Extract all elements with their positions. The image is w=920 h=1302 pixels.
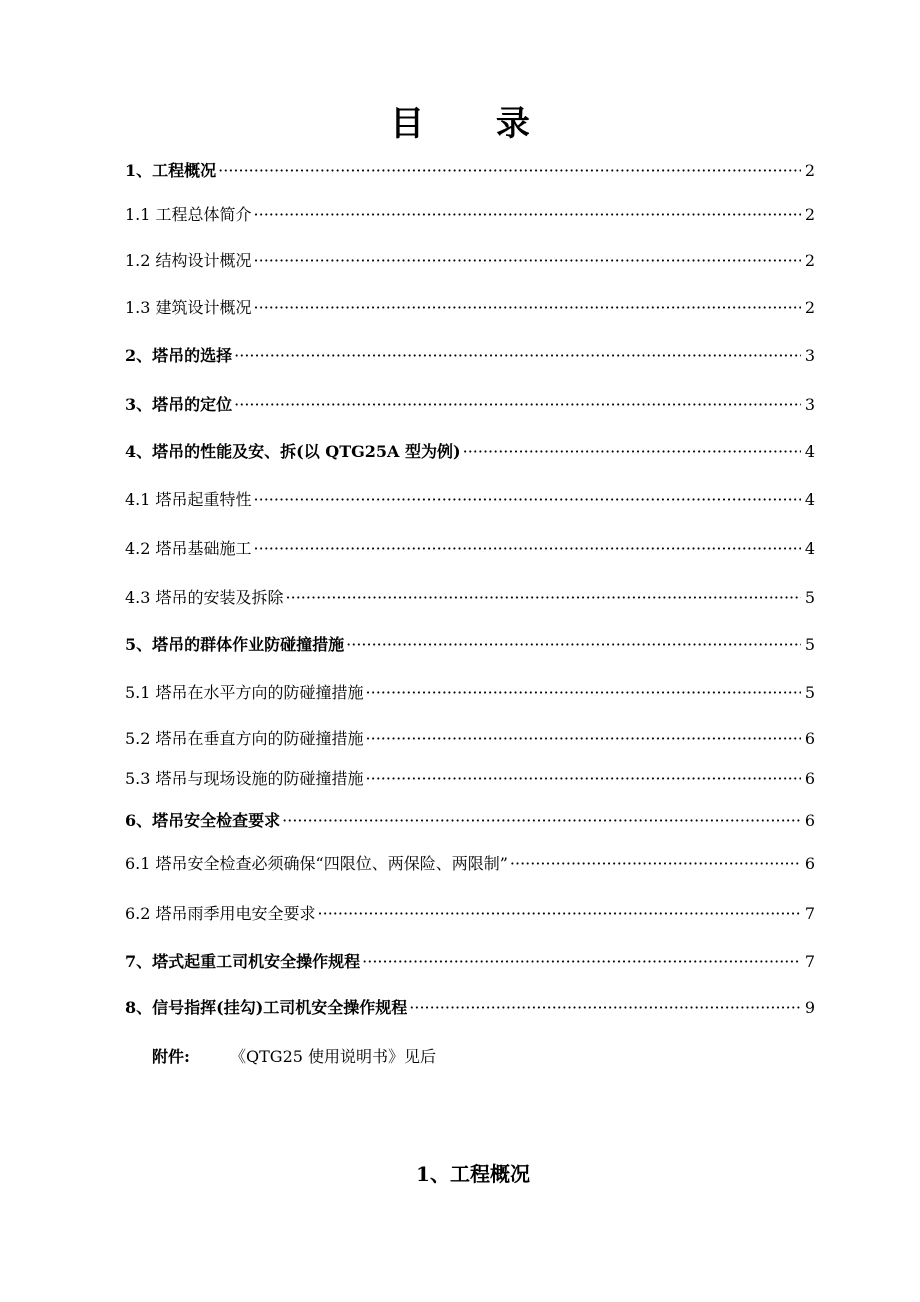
toc-entry[interactable]	[125, 901, 815, 927]
section-heading: 1、工程概况	[416, 1162, 530, 1186]
toc-entry-label: 5、塔吊的群体作业防碰撞措施	[125, 635, 345, 654]
toc-entry-page-number: 5	[804, 588, 815, 607]
toc-entry-page-number: 9	[804, 998, 815, 1017]
toc-entry-page-number: 6	[804, 769, 815, 788]
toc-entry-page-number: 3	[804, 346, 815, 365]
toc-entry-label: 4、塔吊的性能及安、拆(以 QTG25A 型为例)	[125, 442, 461, 461]
toc-entry-label: 1.3 建筑设计概况	[125, 298, 252, 317]
toc-entry[interactable]	[125, 158, 815, 184]
toc-entry-label: 4.3 塔吊的安装及拆除	[125, 588, 284, 607]
toc-entry-label: 5.2 塔吊在垂直方向的防碰撞措施	[125, 729, 364, 748]
toc-entry-page-number: 6	[804, 811, 815, 830]
toc-entry[interactable]	[125, 248, 815, 274]
toc-entry[interactable]	[125, 392, 815, 418]
toc-entry-label: 2、塔吊的选择	[125, 346, 233, 365]
toc-entry[interactable]	[125, 680, 815, 706]
toc-dot-leader	[366, 726, 801, 752]
toc-entry[interactable]	[125, 949, 815, 975]
toc-entry[interactable]	[125, 439, 815, 465]
toc-entry-label: 7、塔式起重工司机安全操作规程	[125, 952, 361, 971]
toc-entry-page-number: 7	[804, 904, 815, 923]
toc-dot-leader	[286, 585, 801, 611]
toc-dot-leader	[366, 680, 801, 706]
toc-dot-leader	[234, 343, 801, 369]
attachment-label: 附件:	[152, 1047, 190, 1066]
toc-entry-page-number: 7	[804, 952, 815, 971]
toc-entry[interactable]	[125, 487, 815, 513]
toc-entry[interactable]	[125, 343, 815, 369]
toc-entry-label: 6、塔吊安全检查要求	[125, 811, 281, 830]
toc-entry-page-number: 2	[804, 251, 815, 270]
page-title: 目 录	[390, 104, 560, 144]
toc-entry[interactable]	[125, 995, 815, 1021]
toc-dot-leader	[254, 248, 801, 274]
attachment-text: 《QTG25 使用说明书》见后	[230, 1047, 437, 1066]
attachment-line	[152, 1044, 436, 1070]
toc-entry-label: 3、塔吊的定位	[125, 395, 233, 414]
toc-dot-leader	[510, 851, 801, 877]
toc-entry-label: 8、信号指挥(挂勾)工司机安全操作规程	[125, 998, 408, 1017]
toc-entry-label: 6.1 塔吊安全检查必须确保“四限位、两保险、两限制”	[125, 854, 508, 873]
toc-dot-leader	[254, 295, 801, 321]
toc-entry[interactable]	[125, 726, 815, 752]
toc-entry-page-number: 5	[804, 635, 815, 654]
toc-entry-page-number: 6	[804, 854, 815, 873]
toc-dot-leader	[346, 632, 801, 658]
toc-entry-label: 1.2 结构设计概况	[125, 251, 252, 270]
toc-dot-leader	[254, 487, 801, 513]
toc-entry-label: 6.2 塔吊雨季用电安全要求	[125, 904, 316, 923]
toc-entry-page-number: 4	[804, 442, 815, 461]
toc-entry[interactable]	[125, 295, 815, 321]
toc-entry[interactable]	[125, 766, 815, 792]
toc-entry-page-number: 2	[804, 161, 815, 180]
toc-dot-leader	[463, 439, 801, 465]
toc-entry-page-number: 2	[804, 205, 815, 224]
toc-dot-leader	[254, 202, 801, 228]
toc-entry-page-number: 5	[804, 683, 815, 702]
toc-entry[interactable]	[125, 585, 815, 611]
toc-entry-page-number: 3	[804, 395, 815, 414]
toc-entry-page-number: 4	[804, 539, 815, 558]
toc-dot-leader	[218, 158, 801, 184]
toc-entry-label: 4.1 塔吊起重特性	[125, 490, 252, 509]
toc-dot-leader	[282, 808, 801, 834]
toc-dot-leader	[366, 766, 801, 792]
toc-dot-leader	[234, 392, 801, 418]
toc-dot-leader	[318, 901, 801, 927]
toc-entry[interactable]	[125, 808, 815, 834]
toc-entry[interactable]	[125, 536, 815, 562]
toc-entry[interactable]	[125, 851, 815, 877]
toc-entry-page-number: 4	[804, 490, 815, 509]
toc-entry-label: 5.3 塔吊与现场设施的防碰撞措施	[125, 769, 364, 788]
toc-entry[interactable]	[125, 202, 815, 228]
toc-entry[interactable]	[125, 632, 815, 658]
toc-entry-page-number: 6	[804, 729, 815, 748]
toc-entry-page-number: 2	[804, 298, 815, 317]
toc-entry-label: 5.1 塔吊在水平方向的防碰撞措施	[125, 683, 364, 702]
toc-entry-label: 1.1 工程总体简介	[125, 205, 252, 224]
toc-dot-leader	[254, 536, 801, 562]
toc-entry-label: 1、工程概况	[125, 161, 217, 180]
toc-entry-label: 4.2 塔吊基础施工	[125, 539, 252, 558]
toc-dot-leader	[409, 995, 801, 1021]
toc-dot-leader	[362, 949, 801, 975]
